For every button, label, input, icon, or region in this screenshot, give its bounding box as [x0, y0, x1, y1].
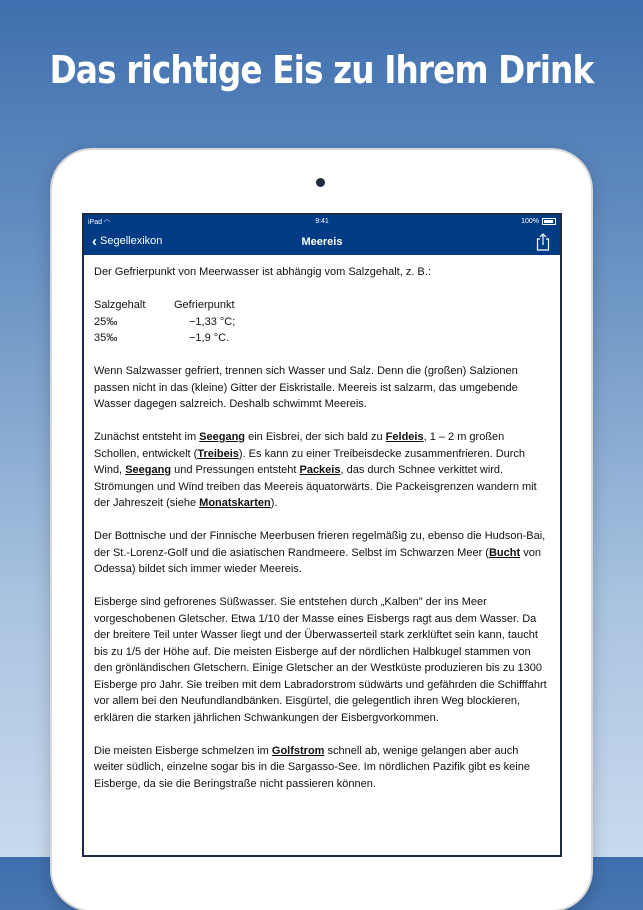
table-cell: −1,9 °C.	[189, 332, 230, 344]
link-treibeis[interactable]: Treibeis	[197, 447, 239, 460]
text-span: Die meisten Eisberge schmelzen im	[94, 744, 272, 757]
share-icon[interactable]	[536, 233, 550, 251]
link-golfstrom[interactable]: Golfstrom	[271, 744, 325, 757]
battery-icon	[542, 218, 556, 225]
text-span: , 1 – 2 m großen Schollen, entwickelt (	[94, 431, 505, 460]
text-span: ). Es kann zu einer Treibeisdecke zusammenfrieren. Durch Wind,	[94, 447, 526, 476]
nav-bar	[84, 229, 560, 255]
camera-icon	[316, 178, 325, 187]
table-cell: 35‰	[94, 332, 118, 344]
status-right	[521, 218, 556, 225]
app-screen	[82, 213, 562, 857]
text-span: ).	[270, 497, 278, 509]
table-cell: 25‰	[94, 315, 118, 328]
text-span: ein Eisbrei, der sich bald zu	[245, 431, 386, 443]
link-feldeis[interactable]: Feldeis	[385, 431, 424, 443]
article-content	[84, 255, 560, 792]
text-span: von Odessa) bildet sich immer wieder Meereis.	[94, 546, 541, 575]
device-label: iPad	[88, 219, 103, 226]
table-row	[94, 330, 550, 347]
paragraph-icebergs: Eisberge sind gefrorenes Süßwasser. Sie entstehen durch „Kalben" der ins Meer vorgeschobenen Gletscher. Etwa 1/10 der Masse eines Eisbergs ragt aus dem Wasser. Da der breitere Teil unter Wasser liegt und der Überwasserteil stark zerklüftet sein kann, taucht bis zu 1/5 der Höhe auf. Die meisten Eisberge auf der nördlichen Halbkugel stammen von den grönländischen Gletschern. Einige Gletscher an der Westküste produzieren bis zu 1300 Eisberge pro Jahr. Sie treiben mit dem Labradorstrom südwärts und gefährden die Schifffahrt vor allem bei den Neufundlandbänken. Eisgürtel, die gelegentlich ihren Weg blockieren, erklären die starken jährlichen Schwankungen der Eisbergvorkommen.	[94, 596, 547, 724]
paragraph-regions	[94, 528, 550, 578]
paragraph-melting	[94, 743, 550, 793]
link-seegang-2[interactable]: Seegang	[125, 464, 172, 476]
status-bar	[84, 215, 560, 229]
text-span: , das durch Schnee verkittet wird. Strömungen und Wind treiben das Meereis äquatorwärts. Die Packeisgrenzen wandern mit der Jahreszeit (siehe	[94, 464, 537, 509]
status-time: 9:41	[315, 218, 329, 225]
text-span: Zunächst entsteht im	[94, 431, 200, 443]
link-packeis[interactable]: Packeis	[299, 464, 341, 476]
link-seegang[interactable]: Seegang	[199, 431, 246, 443]
back-button-label: Segellexikon	[100, 235, 163, 247]
table-header: Gefrierpunkt	[174, 299, 235, 311]
paragraph-salt: Wenn Salzwasser gefriert, trennen sich Wasser und Salz. Denn die (großen) Salzionen passen nicht in das (kleine) Gitter der Eiskristalle. Meereis ist salzarm, das umgebende Wasser dagegen salzreich. Deshalb schwimmt Meereis.	[94, 365, 518, 410]
text-span: und Pressungen entsteht	[171, 464, 300, 476]
text-span: schnell ab, wenige gelangen aber auch weiter südlich, einzelne sogar bis in die Sargasso-See. Im nördlichen Pazifik gibt es keine Eisberge, da sie die Beringstraße nicht passieren können.	[94, 744, 530, 790]
tablet-frame	[52, 150, 591, 910]
wifi-icon: ◠	[103, 219, 111, 226]
headline: Das richtige Eis zu Ihrem Drink	[49, 48, 594, 92]
freezing-point-table	[94, 297, 550, 347]
link-monatskarten[interactable]: Monatskarten	[199, 497, 271, 509]
table-header: Salzgehalt	[94, 299, 146, 311]
paragraph-intro: Der Gefrierpunkt von Meerwasser ist abhängig vom Salzgehalt, z. B.:	[94, 266, 431, 278]
link-bucht[interactable]: Bucht	[488, 546, 521, 559]
table-header-row	[94, 297, 550, 314]
table-cell: −1,33 °C;	[189, 315, 236, 328]
nav-title: Meereis	[301, 236, 343, 248]
text-span: Der Bottnische und der Finnische Meerbusen frieren regelmäßig zu, ebenso die Hudson-Bai, der St.-Lorenz-Golf und die asiatischen Randmeere. Selbst im Schwarzen Meer (	[94, 530, 546, 559]
table-row	[94, 314, 550, 331]
battery-label: 100%	[521, 218, 539, 225]
paragraph-formation	[94, 429, 550, 512]
chevron-left-icon: ‹	[92, 232, 97, 250]
